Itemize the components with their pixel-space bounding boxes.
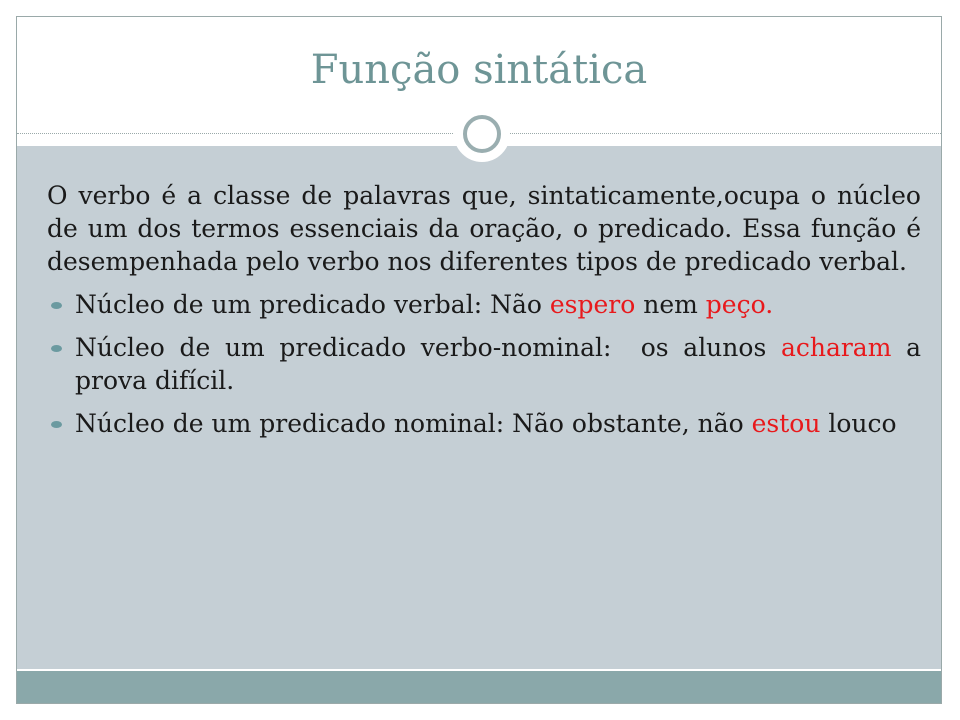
bullet-list xyxy=(47,288,921,440)
bullet-text: a prova difícil. xyxy=(75,333,921,395)
bullet-text: nem xyxy=(635,290,706,319)
footer-band xyxy=(17,671,941,703)
bullet-text: Núcleo de um predicado verbal: Não xyxy=(75,290,550,319)
highlighted-verb: peço. xyxy=(705,290,774,319)
slide-content xyxy=(47,179,921,450)
intro-paragraph: O verbo é a classe de palavras que, sintaticamente,ocupa o núcleo de um dos termos essenciais da oração, o predicado. Essa função é desempenhada pelo verbo nos diferentes tipos de predicado verbal. xyxy=(47,181,921,276)
bullet-item xyxy=(47,288,921,321)
bullet-text: louco xyxy=(820,409,897,438)
ring-ornament-icon xyxy=(454,106,510,162)
bullet-text: Núcleo de um predicado nominal: Não obstante, não xyxy=(75,409,752,438)
slide-title: Função sintática xyxy=(310,47,648,93)
bullet-dot-icon xyxy=(51,345,62,352)
bullet-item xyxy=(47,331,921,397)
highlighted-verb: acharam xyxy=(780,333,892,362)
bullet-dot-icon xyxy=(51,421,62,428)
bullet-item xyxy=(47,407,921,440)
bullet-dot-icon xyxy=(51,302,62,309)
ring-inner xyxy=(463,115,501,153)
highlighted-verb: estou xyxy=(751,409,821,438)
bullet-text: Núcleo de um predicado verbo-nominal: os alunos xyxy=(75,333,781,362)
highlighted-verb: espero xyxy=(549,290,636,319)
